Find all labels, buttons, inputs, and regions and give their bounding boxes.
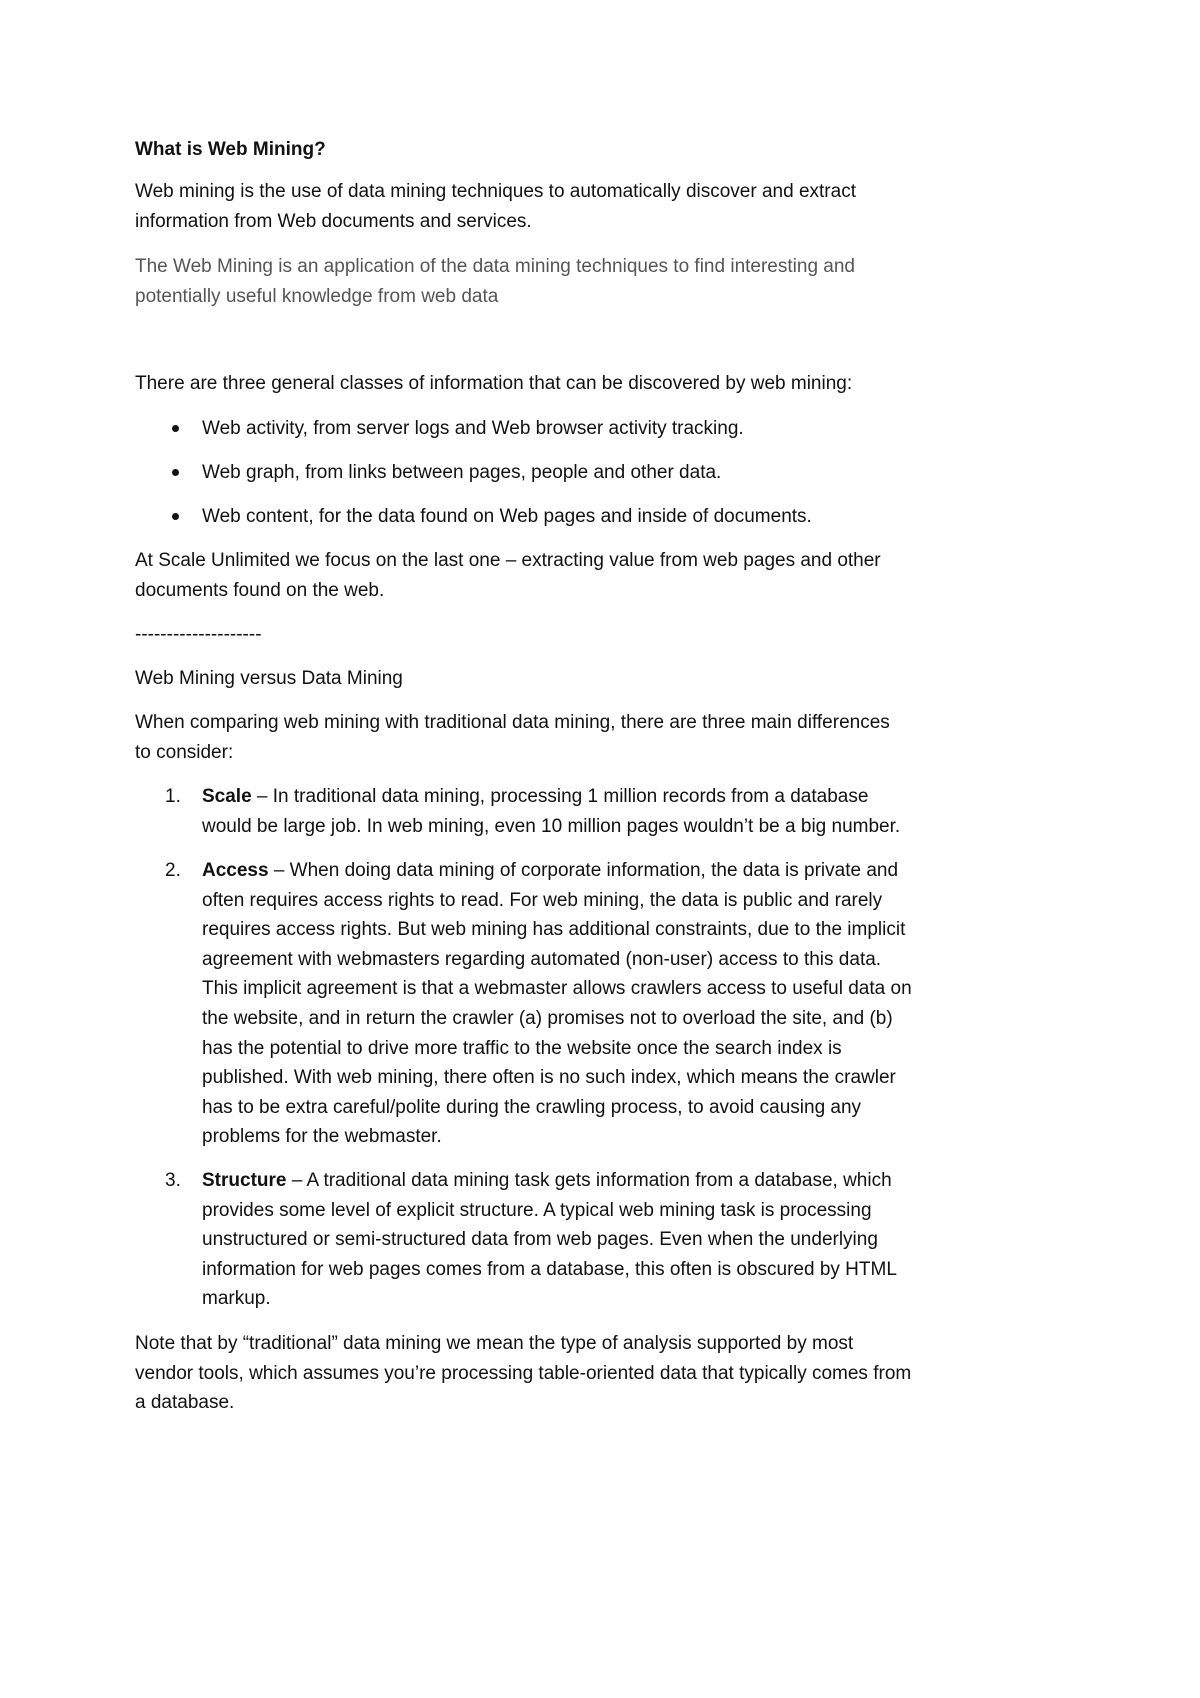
item-label: Access xyxy=(202,860,269,881)
text-line: Web graph, from links between pages, people and other data. xyxy=(202,462,722,483)
text-line: Note that by “traditional” data mining we mean the type of analysis supported by most xyxy=(135,1333,854,1354)
text-line: provides some level of explicit structure. A typical web mining task is processing xyxy=(202,1199,872,1221)
text-line: to consider: xyxy=(135,741,234,763)
title-text: What is Web Mining? xyxy=(135,139,326,160)
text-line: agreement with webmasters regarding automated (non-user) access to this data. xyxy=(202,948,882,970)
bullet-icon xyxy=(172,513,179,520)
item-text: – When doing data mining of corporate information, the data is private and xyxy=(268,860,899,881)
text-line: often requires access rights to read. For web mining, the data is public and rarely xyxy=(202,889,883,911)
bullet-icon xyxy=(172,469,179,476)
note-paragraph xyxy=(135,1329,911,1418)
numbered-item xyxy=(165,856,912,1152)
classes-paragraph xyxy=(135,369,852,399)
numbered-item xyxy=(165,782,901,841)
item-text: – In traditional data mining, processing 1 million records from a database xyxy=(251,786,869,807)
definition-paragraph xyxy=(135,252,855,311)
text-line: markup. xyxy=(202,1288,271,1310)
text-line: vendor tools, which assumes you’re processing table-oriented data that typically comes from xyxy=(135,1362,912,1384)
comparison-paragraph xyxy=(135,708,890,767)
item-text: – A traditional data mining task gets information from a database, which xyxy=(286,1170,892,1191)
text-line: information for web pages comes from a database, this often is obscured by HTML xyxy=(202,1258,897,1280)
item-number: 2. xyxy=(165,860,181,881)
separator xyxy=(135,620,262,650)
text-line: When comparing web mining with traditional data mining, there are three main differences xyxy=(135,712,890,733)
item-number: 1. xyxy=(165,786,181,807)
text-line: has the potential to drive more traffic to the website once the search index is xyxy=(202,1037,842,1059)
bullet-item xyxy=(202,502,812,532)
text-line: requires access rights. But web mining has additional constraints, due to the implicit xyxy=(202,919,906,941)
text-line: Web mining is the use of data mining techniques to automatically discover and extract xyxy=(135,181,856,202)
text-line: the website, and in return the crawler (a) promises not to overload the site, and (b) xyxy=(202,1007,893,1029)
text-line: This implicit agreement is that a webmaster allows crawlers access to useful data on xyxy=(202,978,912,1000)
item-number: 3. xyxy=(165,1170,181,1191)
section-heading xyxy=(135,664,403,694)
text-line: information from Web documents and services. xyxy=(135,210,532,232)
text-line: Web content, for the data found on Web pages and inside of documents. xyxy=(202,506,812,527)
text-line: has to be extra careful/polite during the crawling process, to avoid causing any xyxy=(202,1096,862,1118)
bullet-icon xyxy=(172,425,179,432)
intro-paragraph xyxy=(135,177,856,236)
text-line: At Scale Unlimited we focus on the last one – extracting value from web pages and other xyxy=(135,550,881,571)
page-title xyxy=(135,135,326,165)
item-label: Structure xyxy=(202,1170,287,1191)
text-line: unstructured or semi-structured data from web pages. Even when the underlying xyxy=(202,1229,878,1251)
bullet-item xyxy=(202,458,721,488)
separator-text: -------------------- xyxy=(135,624,262,645)
numbered-item xyxy=(165,1166,897,1314)
text-line: problems for the webmaster. xyxy=(202,1126,442,1148)
text-line: potentially useful knowledge from web data xyxy=(135,285,499,307)
heading-text: Web Mining versus Data Mining xyxy=(135,668,403,689)
text-line: documents found on the web. xyxy=(135,579,385,601)
text-line: The Web Mining is an application of the data mining techniques to find interesting and xyxy=(135,256,855,277)
text-line: Web activity, from server logs and Web browser activity tracking. xyxy=(202,418,744,439)
text-line: published. With web mining, there often is no such index, which means the crawler xyxy=(202,1067,896,1089)
text-line xyxy=(202,782,900,812)
text-line: would be large job. In web mining, even 10 million pages wouldn’t be a big number. xyxy=(202,815,901,837)
text-line: a database. xyxy=(135,1392,235,1414)
bullet-item xyxy=(202,414,744,444)
text-line xyxy=(202,1166,897,1196)
item-label: Scale xyxy=(202,786,252,807)
text-line xyxy=(202,856,912,886)
focus-paragraph xyxy=(135,546,881,605)
text-line: There are three general classes of information that can be discovered by web mining: xyxy=(135,373,853,394)
